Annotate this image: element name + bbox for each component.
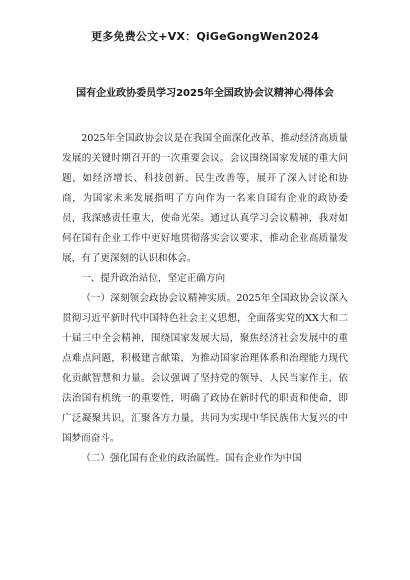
paragraph-section-1-2: （二）强化国有企业的政治属性。国有企业作为中国 [81,453,302,464]
section-heading-1: 一、提升政治站位，坚定正确方向 [81,273,226,284]
paragraph-intro: 2025年全国政协会议是在我国全面深化改革、推动经济高质量发展的关键时期召开的一次重要会议。会议围绕国家发展的重大问题，如经济增长、科技创新、民生改善等，展开了深入讨论和协商，为国家未来发展指明了方向作为一名来自国有企业的政协委员，我深感责任重大，使命光荣。通过认真学习会议精神，我对如何在国有企业工作中更好地贯彻落实会议要求，推动企业高质量发展，有了更深刻的认识和体会。 [62,133,348,264]
document-header: 更多免费公文+VX：QiGeGongWen2024 [91,30,319,43]
paragraph-section-1-1: （一）深刻领会政协会议精神实质。2025年全国政协会议深入贯彻习近平新时代中国特色社会主义思想，全面落实党的XX大和二十届三中全会精神，围绕国家发展大局，聚焦经济社会发展中的重点难点问题，积极建言献策，为推动国家治理体系和治理能力现代化贡献智慧和力量。会议强调了坚持党的领导、人民当家作主、依法治国有机统一的重要性，明确了政协在新时代的职责和使命，即广泛凝聚共识，汇聚各方力量，共同为实现中华民族伟大复兴的中国梦而奋斗。 [62,293,348,444]
document-title: 国有企业政协委员学习2025年全国政协会议精神心得体会 [76,88,334,99]
